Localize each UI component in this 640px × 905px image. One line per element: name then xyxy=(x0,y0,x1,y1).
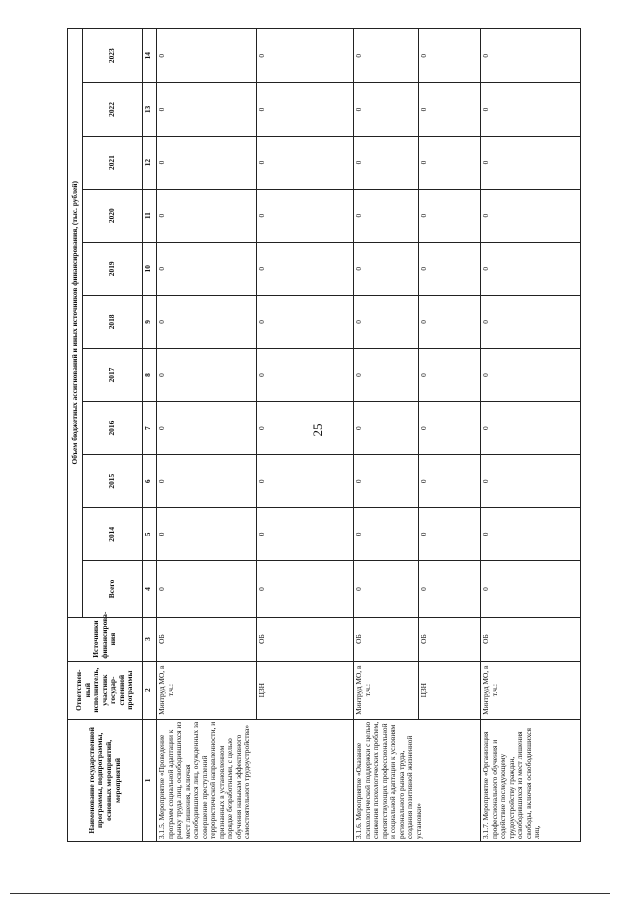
column-number: 6 xyxy=(143,455,157,508)
value-cell: 0 xyxy=(157,136,257,189)
page-number: 25 xyxy=(310,423,325,437)
value-cell: 0 xyxy=(481,136,581,189)
header-row-1 xyxy=(68,29,83,842)
header-year: 2022 xyxy=(83,83,143,136)
header-year: 2017 xyxy=(83,348,143,401)
value-cell: 0 xyxy=(157,83,257,136)
row-name: 3.1.6. Мероприятие «Оказание психологической поддержки с целью снижения психологических проблем, препятствующих профессиональной и социальной адаптации к условиям регионального рынка труда, создания позитивной жизненной установки» xyxy=(354,719,481,841)
row-executor: Минтруд МО, в т.ч.: xyxy=(481,661,581,719)
header-year: 2015 xyxy=(83,455,143,508)
row-executor: ЦЗН xyxy=(419,661,481,719)
value-cell: 0 xyxy=(257,189,354,242)
header-sources: Источники финансирова- ния xyxy=(68,617,143,661)
value-cell: 0 xyxy=(354,189,419,242)
row-source: ОБ xyxy=(257,617,354,661)
value-cell: 0 xyxy=(419,83,481,136)
value-cell: 0 xyxy=(354,402,419,455)
column-number-row xyxy=(143,29,157,842)
column-number: 2 xyxy=(143,661,157,719)
header-year: Всего xyxy=(83,561,143,617)
value-cell: 0 xyxy=(157,508,257,561)
header-name: Наименование государственной программы, подпрограммы, основных мероприятий, мероприятий xyxy=(68,719,143,841)
header-year: 2021 xyxy=(83,136,143,189)
value-cell: 0 xyxy=(419,242,481,295)
column-number: 5 xyxy=(143,508,157,561)
financing-table-container xyxy=(67,28,637,842)
value-cell: 0 xyxy=(157,242,257,295)
header-executor: Ответствен- ный исполнитель, участник государ- ственной программы xyxy=(68,661,143,719)
value-cell: 0 xyxy=(419,29,481,83)
column-number: 12 xyxy=(143,136,157,189)
row-source: ОБ xyxy=(157,617,257,661)
row-name: 3.1.7. Мероприятие «Организация профессионального обучения и содействие последующему трудоустройству граждан, освободившихся из мест лишения свободы, включая освободившихся лиц, xyxy=(481,719,581,841)
value-cell: 0 xyxy=(157,29,257,83)
value-cell: 0 xyxy=(354,83,419,136)
value-cell: 0 xyxy=(481,348,581,401)
value-cell: 0 xyxy=(157,295,257,348)
value-cell: 0 xyxy=(257,136,354,189)
column-number: 10 xyxy=(143,242,157,295)
value-cell: 0 xyxy=(481,455,581,508)
value-cell: 0 xyxy=(257,455,354,508)
header-year: 2018 xyxy=(83,295,143,348)
value-cell: 0 xyxy=(354,508,419,561)
header-volume: Объем бюджетных ассигнований и иных источников финансирования, (тыс. рублей) xyxy=(68,29,83,618)
value-cell: 0 xyxy=(157,561,257,617)
value-cell: 0 xyxy=(419,136,481,189)
value-cell: 0 xyxy=(419,402,481,455)
table-row xyxy=(354,29,419,842)
value-cell: 0 xyxy=(157,455,257,508)
column-number: 14 xyxy=(143,29,157,83)
column-number: 3 xyxy=(143,617,157,661)
value-cell: 0 xyxy=(257,29,354,83)
value-cell: 0 xyxy=(419,561,481,617)
value-cell: 0 xyxy=(157,402,257,455)
value-cell: 0 xyxy=(354,29,419,83)
header-year: 2019 xyxy=(83,242,143,295)
value-cell: 0 xyxy=(419,508,481,561)
row-executor: Минтруд МО, в т.ч.: xyxy=(354,661,419,719)
row-source: ОБ xyxy=(419,617,481,661)
value-cell: 0 xyxy=(354,242,419,295)
value-cell: 0 xyxy=(481,295,581,348)
financing-table xyxy=(67,28,581,842)
row-name: 3.1.5. Мероприятие «Проведение программ социальной адаптации к рынку труда лиц, освободившихся из мест лишения, включая освободившихся лиц, осужденных за совершение преступлений террористической направленности, и признанных в установленном порядке безработными, с целью обучения навыкам эффективного самостоятельного трудоустройства» xyxy=(157,719,354,841)
value-cell: 0 xyxy=(481,29,581,83)
row-source: ОБ xyxy=(481,617,581,661)
value-cell: 0 xyxy=(257,348,354,401)
row-executor: ЦЗН xyxy=(257,661,354,719)
header-year: 2020 xyxy=(83,189,143,242)
column-number: 4 xyxy=(143,561,157,617)
value-cell: 0 xyxy=(354,455,419,508)
value-cell: 0 xyxy=(481,561,581,617)
column-number: 11 xyxy=(143,189,157,242)
value-cell: 0 xyxy=(419,189,481,242)
value-cell: 0 xyxy=(481,189,581,242)
value-cell: 0 xyxy=(257,508,354,561)
value-cell: 0 xyxy=(257,295,354,348)
column-number: 9 xyxy=(143,295,157,348)
value-cell: 0 xyxy=(481,242,581,295)
value-cell: 0 xyxy=(481,508,581,561)
value-cell: 0 xyxy=(354,348,419,401)
table-row xyxy=(157,29,257,842)
bottom-rule xyxy=(10,893,610,894)
header-year: 2016 xyxy=(83,402,143,455)
column-number: 1 xyxy=(143,719,157,841)
value-cell: 0 xyxy=(157,348,257,401)
value-cell: 0 xyxy=(257,561,354,617)
row-executor: Минтруд МО, в т.ч.: xyxy=(157,661,257,719)
table-row xyxy=(481,29,581,842)
value-cell: 0 xyxy=(157,189,257,242)
column-number: 8 xyxy=(143,348,157,401)
value-cell: 0 xyxy=(481,83,581,136)
value-cell: 0 xyxy=(481,402,581,455)
column-number: 13 xyxy=(143,83,157,136)
header-year: 2014 xyxy=(83,508,143,561)
value-cell: 0 xyxy=(354,561,419,617)
value-cell: 0 xyxy=(257,242,354,295)
value-cell: 0 xyxy=(419,348,481,401)
row-source: ОБ xyxy=(354,617,419,661)
value-cell: 0 xyxy=(354,295,419,348)
value-cell: 0 xyxy=(354,136,419,189)
value-cell: 0 xyxy=(419,295,481,348)
column-number: 7 xyxy=(143,402,157,455)
value-cell: 0 xyxy=(257,402,354,455)
value-cell: 0 xyxy=(419,455,481,508)
value-cell: 0 xyxy=(257,83,354,136)
header-year: 2023 xyxy=(83,29,143,83)
